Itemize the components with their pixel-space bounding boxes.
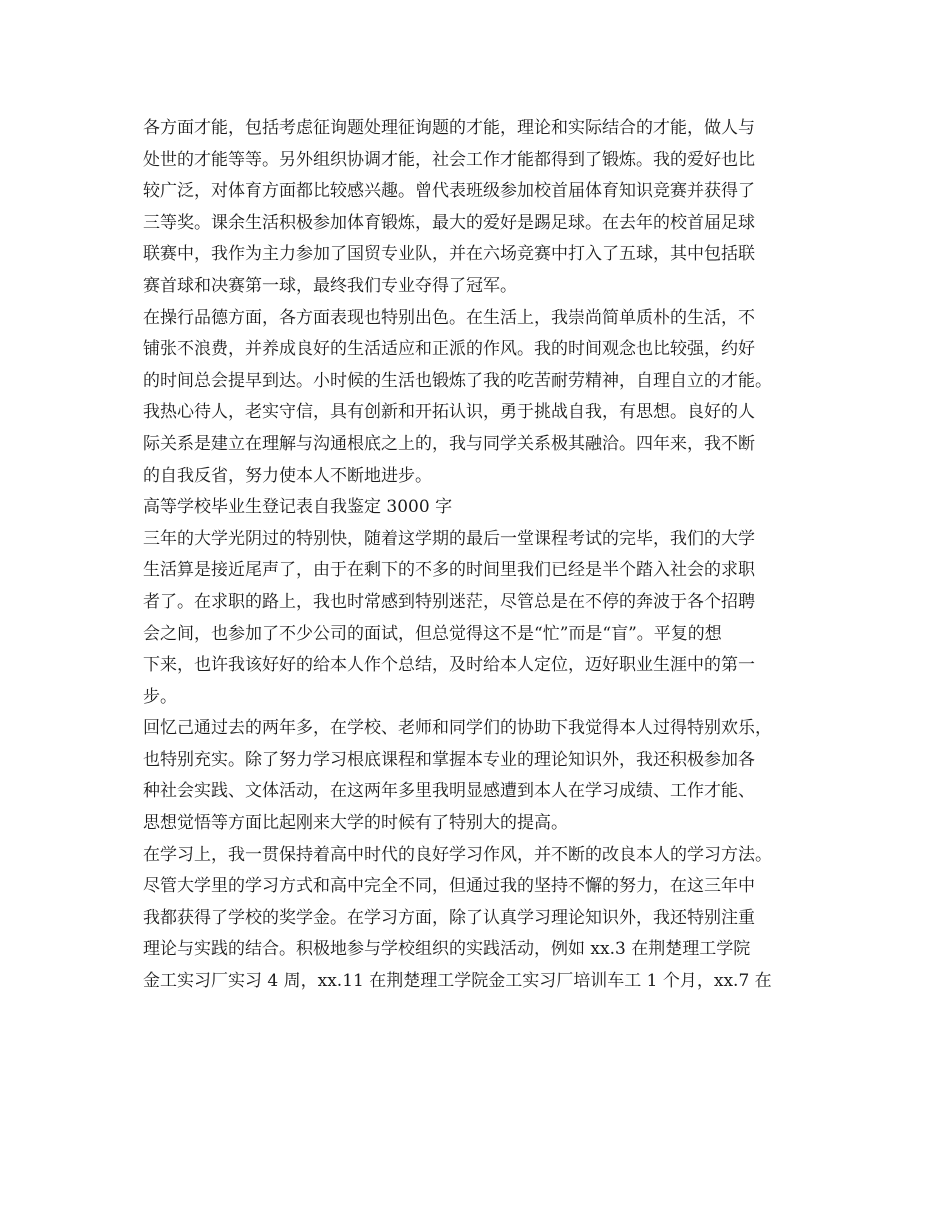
text-line: 理论与实践的结合。积极地参与学校组织的实践活动，例如 xx.3 在荆楚理工学院 (143, 939, 751, 960)
text-line: 我都获得了学校的奖学金。在学习方面，除了认真学习理论知识外，我还特别注重 (143, 907, 755, 928)
text-line: 下来，也许我该好好的给本人作个总结，及时给本人定位，迈好职业生涯中的第一 (143, 655, 755, 676)
text-line: 步。 (143, 686, 177, 707)
text-line: 思想觉悟等方面比起刚来大学的时候有了特别大的提高。 (143, 813, 568, 834)
text-line: 者了。在求职的路上，我也时常感到特别迷茫，尽管总是在不停的奔波于各个招聘 (143, 591, 755, 612)
text-line: 在学习上，我一贯保持着高中时代的良好学习作风，并不断的改良本人的学习方法。 (143, 844, 772, 865)
text-line: 际关系是建立在理解与沟通根底之上的，我与同学关系极其融洽。四年来，我不断 (143, 433, 755, 454)
text-line: 的时间总会提早到达。小时候的生活也锻炼了我的吃苦耐劳精神，自理自立的才能。 (143, 370, 772, 391)
text-line: 也特别充实。除了努力学习根底课程和掌握本专业的理论知识外，我还积极参加各 (143, 749, 755, 770)
document-body (143, 113, 823, 998)
text-line: 各方面才能，包括考虑征询题处理征询题的才能，理论和实际结合的才能，做人与 (143, 118, 755, 138)
text-line: 处世的才能等等。另外组织协调才能，社会工作才能都得到了锻炼。我的爱好也比 (143, 149, 755, 170)
text-line: 尽管大学里的学习方式和高中完全不同，但通过我的坚持不懈的努力，在这三年中 (143, 876, 755, 897)
text-line: 较广泛，对体育方面都比较感兴趣。曾代表班级参加校首届体育知识竞赛并获得了 (143, 181, 755, 202)
text-line: 三等奖。课余生活积极参加体育锻炼，最大的爱好是踢足球。在去年的校首届足球 (143, 212, 755, 233)
text-line: 联赛中，我作为主力参加了国贸专业队，并在六场竞赛中打入了五球，其中包括联 (143, 244, 755, 265)
section-heading: 高等学校毕业生登记表自我鉴定 3000 字 (143, 497, 453, 518)
text-line: 我热心待人，老实守信，具有创新和开拓认识，勇于挑战自我，有思想。良好的人 (143, 402, 755, 423)
text-line: 三年的大学光阴过的特别快，随着这学期的最后一堂课程考试的完毕，我们的大学 (143, 528, 755, 549)
text-line: 种社会实践、文体活动，在这两年多里我明显感遭到本人在学习成绩、工作才能、 (143, 781, 755, 802)
text-line: 的自我反省，努力使本人不断地进步。 (143, 465, 432, 486)
text-line: 在操行品德方面，各方面表现也特别出色。在生活上，我崇尚简单质朴的生活，不 (143, 307, 755, 328)
text-line: 回忆己通过去的两年多，在学校、老师和同学们的协助下我觉得本人过得特别欢乐， (143, 718, 772, 739)
text-line: 铺张不浪费，并养成良好的生活适应和正派的作风。我的时间观念也比较强，约好 (143, 339, 755, 360)
text-line: 会之间，也参加了不少公司的面试，但总觉得这不是“忙”而是“盲”。平复的想 (143, 623, 722, 644)
text-line: 赛首球和决赛第一球，最终我们专业夺得了冠军。 (143, 275, 517, 296)
text-line: 金工实习厂实习 4 周，xx.11 在荆楚理工学院金工实习厂培训车工 1 个月，xx.7 在 (143, 971, 772, 992)
text-line: 生活算是接近尾声了，由于在剩下的不多的时间里我们已经是半个踏入社会的求职 (143, 560, 755, 581)
